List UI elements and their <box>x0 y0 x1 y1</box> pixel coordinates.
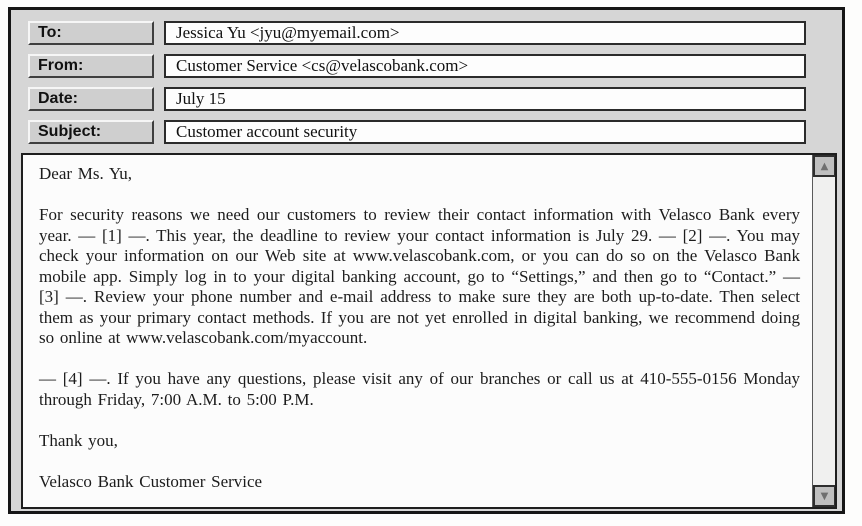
body-paragraph-2: — [4] —. If you have any questions, please visit any of our branches or call us at 410-555-0156 Monday through Friday, 7:00 A.M. to 5:00 P.M. <box>39 369 800 409</box>
scroll-down-button[interactable] <box>813 485 836 507</box>
subject-field-row <box>28 120 842 144</box>
date-field-row <box>28 87 842 111</box>
to-field-label: To: <box>28 21 154 45</box>
scrollbar[interactable] <box>812 155 835 507</box>
scroll-up-button[interactable] <box>813 155 836 177</box>
greeting-line: Dear Ms. Yu, <box>39 164 133 183</box>
to-field-row <box>28 21 842 45</box>
signature-line: Velasco Bank Customer Service <box>39 471 263 491</box>
body-paragraph-1: For security reasons we need our customers to review their contact information with Velasco Bank every year. — [1] —. This year, the deadline to review your contact information is July 29. — [2] —. You may check your information on our Web site at www.velascobank.com, or you can do so on the Velasco Bank mobile app. Simply log in to your digital banking account, go to “Settings,” and then go to “Contact.” — [3] —. Review your phone number and e-mail address to make sure they are both up-to-date. Then select them as your primary contact methods. If you are not yet enrolled in digital banking, we recommend doing so online at www.velascobank.com/myaccount. <box>39 205 800 347</box>
email-body-text <box>23 155 809 507</box>
email-header <box>11 10 842 144</box>
closing-line: Thank you, <box>39 430 118 450</box>
scroll-down-icon: ▼ <box>820 490 829 502</box>
subject-field-value[interactable]: Customer account security <box>164 120 806 144</box>
email-body-box <box>21 153 837 509</box>
from-field-value[interactable]: Customer Service <cs@velascobank.com> <box>164 54 806 78</box>
email-window <box>8 7 845 514</box>
from-field-label: From: <box>28 54 154 78</box>
date-field-label: Date: <box>28 87 154 111</box>
subject-field-label: Subject: <box>28 120 154 144</box>
from-field-row <box>28 54 842 78</box>
date-field-value[interactable]: July 15 <box>164 87 806 111</box>
scroll-up-icon: ▲ <box>820 160 829 172</box>
to-field-value[interactable]: Jessica Yu <jyu@myemail.com> <box>164 21 806 45</box>
